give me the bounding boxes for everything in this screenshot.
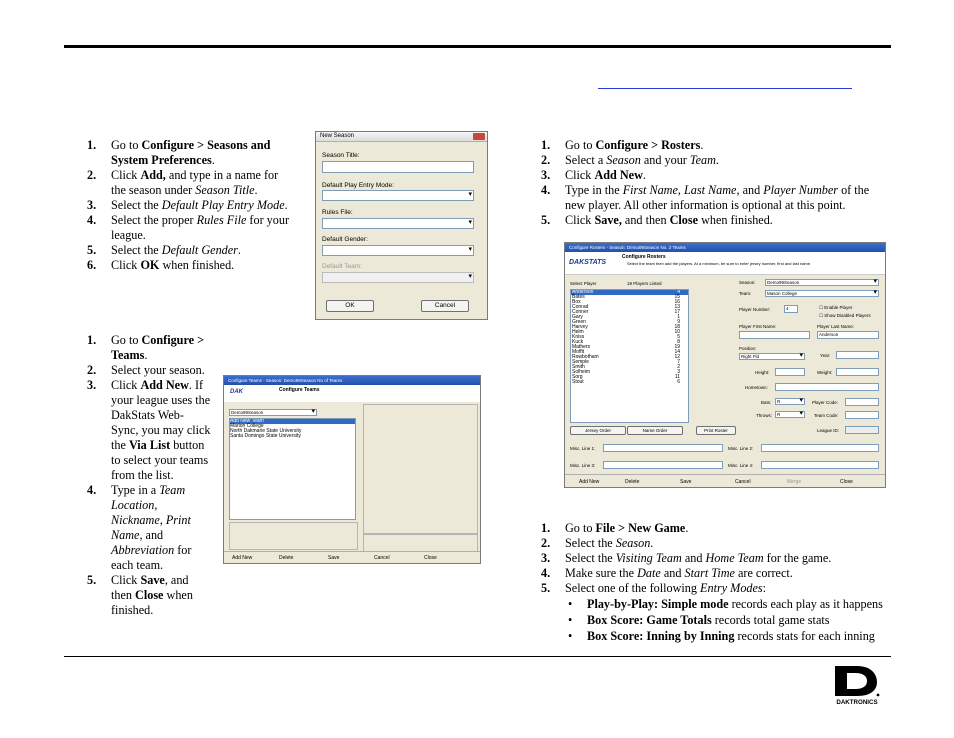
step-number: 2.	[87, 363, 97, 377]
season-select[interactable]: Demo99Season ▾	[229, 409, 317, 416]
step-number: 5.	[87, 573, 97, 587]
team-label: Default Team:	[322, 263, 362, 270]
last-name-input[interactable]: Anderson	[817, 331, 879, 339]
dialog-title: New Season	[316, 132, 487, 142]
step-item	[87, 483, 211, 573]
misc-line-3-label: Misc. Line 3:	[570, 463, 596, 468]
step-text: Select a Season and your Team.	[565, 153, 719, 167]
player-name: Green	[572, 319, 586, 325]
step-text: Click Add, and type in a name for the season under Season Title.	[111, 168, 279, 197]
player-number: 15	[674, 294, 680, 300]
position-select[interactable]: Right Fld ▾	[739, 353, 805, 360]
player-number: 10	[674, 329, 680, 335]
bats-select[interactable]: R ▾	[775, 398, 805, 405]
year-input[interactable]	[836, 351, 879, 359]
players-listed: 19 Players Listed	[627, 281, 662, 286]
weight-label: Weight:	[817, 370, 833, 375]
entry-mode-item: • Box Score: Game Totals records total game stats	[565, 613, 911, 628]
dialog-heading: Configure Rosters	[622, 254, 666, 260]
step-text: Select the Default Gender.	[111, 243, 241, 257]
step-text: Go to Configure > Rosters.	[565, 138, 704, 152]
daktronics-wordmark: DAKTRONICS	[836, 699, 878, 706]
player-number: 3	[677, 369, 680, 375]
excelorder-group	[229, 522, 358, 550]
position-label: Position:	[739, 346, 757, 351]
step-item	[541, 153, 886, 168]
misc-line-2-input[interactable]	[761, 444, 879, 452]
configure-teams-dialog	[223, 375, 481, 564]
cancel-button[interactable]: Cancel	[421, 300, 469, 312]
step-text: Select the Default Play Entry Mode.	[111, 198, 288, 212]
misc-line-1-label: Misc. Line 1:	[570, 446, 596, 451]
player-name: Semple	[572, 359, 589, 365]
player-list[interactable]	[570, 289, 689, 423]
step-number: 4.	[87, 483, 97, 497]
player-number: 19	[674, 344, 680, 350]
new-game-steps	[541, 521, 911, 644]
teams-steps	[87, 333, 211, 618]
step-number: 1.	[87, 138, 97, 152]
daktronics-logo	[833, 664, 881, 706]
step-number: 3.	[87, 198, 97, 212]
header-band	[565, 252, 885, 275]
season-title-label: Season Title:	[322, 152, 360, 159]
step-number: 1.	[541, 521, 551, 535]
step-number: 1.	[87, 333, 97, 347]
misc-line-2-label: Misc. Line 2:	[728, 446, 754, 451]
player-name: Stout	[572, 379, 584, 385]
step-item	[87, 363, 211, 378]
hometown-input[interactable]	[775, 383, 879, 391]
name-order-button[interactable]: Name Order	[627, 426, 683, 435]
step-item	[87, 333, 211, 363]
player-code-input[interactable]	[845, 398, 879, 406]
step-number: 1.	[541, 138, 551, 152]
player-number: 7	[677, 359, 680, 365]
footer-rule	[64, 656, 891, 657]
step-item	[87, 138, 295, 168]
year-label: Year:	[820, 353, 831, 358]
player-number: 9	[677, 319, 680, 325]
player-number-input[interactable]: 4	[784, 305, 798, 313]
player-name: Solheim	[572, 369, 591, 375]
step-item	[87, 198, 295, 213]
dialog-title: Configure Rosters - Season: Demo99Season No. 2 Teams	[565, 243, 885, 253]
step-text: Go to Configure > Seasons and System Preferences.	[111, 138, 271, 167]
player-number: 8	[677, 339, 680, 345]
misc-line-4-label: Misc. Line 4:	[728, 463, 754, 468]
first-name-label: Player First Name:	[739, 324, 777, 329]
step-text: Select your season.	[111, 363, 205, 377]
entry-mode-label: Default Play Entry Mode:	[322, 182, 394, 189]
player-number: 12	[674, 354, 680, 360]
team-list-item[interactable]: Add New Team	[230, 419, 355, 424]
player-number: 1	[677, 314, 680, 320]
gender-select[interactable]	[322, 245, 474, 256]
player-name: Moffit	[572, 349, 585, 355]
team-code-label: Team Code:	[814, 413, 839, 418]
show-disabled-checkbox[interactable]: ☐ Show Disabled Players	[819, 313, 871, 318]
step-item	[87, 168, 295, 198]
step-item	[87, 213, 295, 243]
step-item	[87, 258, 295, 273]
step-number: 5.	[541, 581, 551, 595]
player-number: 16	[674, 299, 680, 305]
player-number: 11	[674, 374, 680, 380]
team-label: Team:	[739, 291, 752, 296]
team-list-item[interactable]: North Dakmarie State University	[230, 428, 302, 434]
select-player-label: Select Player	[570, 281, 597, 286]
step-text: Click Save, and then Close when finished.	[565, 213, 773, 227]
export-group	[363, 534, 478, 552]
season-title-input[interactable]	[322, 161, 474, 173]
step-text: Select the Visiting Team and Home Team for the game.	[565, 551, 832, 565]
rosters-steps	[541, 138, 886, 228]
teams-close-button[interactable]: Close	[424, 555, 437, 561]
player-number: 6	[677, 379, 680, 385]
header-band	[224, 385, 480, 402]
step-text: Click Add New.	[565, 168, 646, 182]
team-code-input[interactable]	[845, 411, 879, 419]
teams-save-button[interactable]: Save	[328, 555, 340, 561]
entry-mode-item: • Box Score: Inning by Inning records stats for each inning	[565, 629, 911, 644]
height-input[interactable]	[775, 368, 805, 376]
step-number: 5.	[541, 213, 551, 227]
step-text: Type in a Team Location, Nickname, Print Name, and Abbreviation for each team.	[111, 483, 192, 572]
player-name: Anderson	[572, 289, 594, 295]
player-number-label: Player Number:	[739, 307, 771, 312]
rosters-close-button[interactable]: Close	[840, 479, 853, 485]
team-list-item[interactable]: Santa Domingo State University	[230, 433, 301, 439]
rosters-merge-button: Merge	[787, 479, 802, 485]
team-select[interactable]: Mason College ▾	[765, 290, 879, 297]
step-text: Click Save, and then Close when finished.	[111, 573, 193, 617]
step-number: 5.	[87, 243, 97, 257]
weight-input[interactable]	[836, 368, 879, 376]
dialog-title: Configure Teams - Season: Demo99Season No of Teams	[224, 376, 480, 386]
season-select[interactable]: Demo99Season ▾	[765, 279, 879, 286]
player-name: Harvey	[572, 324, 588, 330]
jersey-order-button[interactable]: Jersey Order	[570, 426, 626, 435]
player-name: Sorg	[572, 374, 583, 380]
misc-line-4-input[interactable]	[761, 461, 879, 469]
rosters-save-button[interactable]: Save	[680, 479, 692, 485]
print-roster-button[interactable]: Print Roster	[696, 426, 736, 435]
step-number: 4.	[87, 213, 97, 227]
teams-add-new-button[interactable]: Add New	[232, 555, 253, 561]
close-icon[interactable]	[473, 133, 485, 140]
player-name: Gary	[572, 314, 583, 320]
ok-button[interactable]: OK	[326, 300, 374, 312]
player-list-item[interactable]	[571, 380, 688, 385]
step-item	[87, 573, 211, 618]
rules-file-select[interactable]	[322, 218, 474, 229]
team-list[interactable]	[229, 418, 356, 520]
height-label: Height:	[755, 370, 770, 375]
step-text: Click Add New. If your league uses the DakStats Web-Sync, you may click the Via List button to select your teams from the list.	[111, 378, 211, 482]
header-link-underline[interactable]	[598, 88, 852, 89]
player-name: Conrad	[572, 304, 589, 310]
step-item	[541, 183, 886, 213]
team-select	[322, 272, 474, 283]
player-number: 17	[674, 309, 680, 315]
rules-file-label: Rules File:	[322, 209, 353, 216]
new-season-dialog	[315, 131, 488, 320]
dialog-subheading: Select the team then add the players. At a minimum, be sure to enter jersey number, first and last name.	[627, 261, 812, 266]
seasons-steps	[87, 138, 295, 273]
step-number: 6.	[87, 258, 97, 272]
step-item	[541, 536, 911, 551]
entry-modes-list	[565, 597, 911, 644]
step-text: Select the proper Rules File for your league.	[111, 213, 290, 242]
header-rule	[64, 45, 891, 48]
step-text: Go to Configure > Teams.	[111, 333, 205, 362]
step-number: 2.	[87, 168, 97, 182]
player-name: Kniss	[572, 334, 585, 340]
step-item	[541, 168, 886, 183]
player-name: Helm	[572, 329, 584, 335]
step-item	[541, 213, 886, 228]
step-number: 3.	[541, 551, 551, 565]
player-number: 14	[674, 349, 680, 355]
last-name-label: Player Last Name:	[817, 324, 855, 329]
step-text: Select the Season.	[565, 536, 654, 550]
bats-label: Bats:	[761, 400, 772, 405]
step-number: 3.	[87, 378, 97, 392]
player-name: Smith	[572, 364, 585, 370]
team-list-item[interactable]: Marion College	[230, 423, 264, 429]
rosters-cancel-button[interactable]: Cancel	[735, 479, 751, 485]
league-id-input	[845, 426, 879, 434]
misc-line-1-input[interactable]	[603, 444, 723, 452]
player-number: 2	[677, 364, 680, 370]
rosters-delete-button[interactable]: Delete	[625, 479, 640, 485]
throws-label: Throws:	[756, 413, 773, 418]
entry-mode-select[interactable]	[322, 190, 474, 201]
player-number: 5	[677, 334, 680, 340]
player-name: Box	[572, 299, 581, 305]
step-number: 2.	[541, 536, 551, 550]
player-name: Conner	[572, 309, 589, 315]
player-name: Bates	[572, 294, 585, 300]
player-name: Kuck	[572, 339, 584, 345]
player-name: Mathers	[572, 344, 591, 350]
step-number: 2.	[541, 153, 551, 167]
step-item	[87, 378, 211, 483]
teams-cancel-button[interactable]: Cancel	[374, 555, 390, 561]
step-item	[541, 521, 911, 536]
teams-delete-button[interactable]: Delete	[279, 555, 294, 561]
teams-button-bar	[224, 551, 480, 564]
season-label: Season:	[739, 280, 756, 285]
step-number: 4.	[541, 183, 551, 197]
gender-label: Default Gender:	[322, 236, 368, 243]
step-item	[541, 551, 911, 566]
misc-line-3-input[interactable]	[603, 461, 723, 469]
step-number: 4.	[541, 566, 551, 580]
first-name-input[interactable]	[739, 331, 810, 339]
rosters-add-new-button[interactable]: Add New	[579, 479, 600, 485]
step-text: Go to File > New Game.	[565, 521, 689, 535]
step-item	[87, 243, 295, 258]
step-text: Click OK when finished.	[111, 258, 235, 272]
team-location-group	[363, 404, 478, 534]
rosters-button-bar	[565, 474, 885, 488]
hometown-label: Hometown:	[745, 385, 768, 390]
throws-select[interactable]: R ▾	[775, 411, 805, 418]
dakstats-logo: DAK	[230, 389, 243, 395]
entry-mode-item: • Play-by-Play: Simple mode records each play as it happens	[565, 597, 911, 612]
step-text: Type in the First Name, Last Name, and Player Number of the new player. All other information is optional at this point.	[565, 183, 870, 212]
step-number: 3.	[541, 168, 551, 182]
player-name: Rowbotham	[572, 354, 599, 360]
player-number: 18	[674, 324, 680, 330]
player-number: 4	[677, 289, 680, 295]
dakstats-logo: DAKSTATS	[569, 259, 607, 266]
step-item	[541, 138, 886, 153]
league-id-label: League ID:	[817, 428, 840, 433]
step-text: Make sure the Date and Start Time are correct.	[565, 566, 793, 580]
step-item	[541, 581, 911, 644]
configure-rosters-dialog	[564, 242, 886, 488]
step-text: Select one of the following Entry Modes:	[565, 581, 767, 595]
step-item	[541, 566, 911, 581]
player-code-label: Player Code:	[812, 400, 839, 405]
dialog-heading: Configure Teams	[279, 387, 320, 393]
enable-player-checkbox[interactable]: ☐ Enable Player	[819, 305, 853, 310]
player-number: 13	[674, 304, 680, 310]
